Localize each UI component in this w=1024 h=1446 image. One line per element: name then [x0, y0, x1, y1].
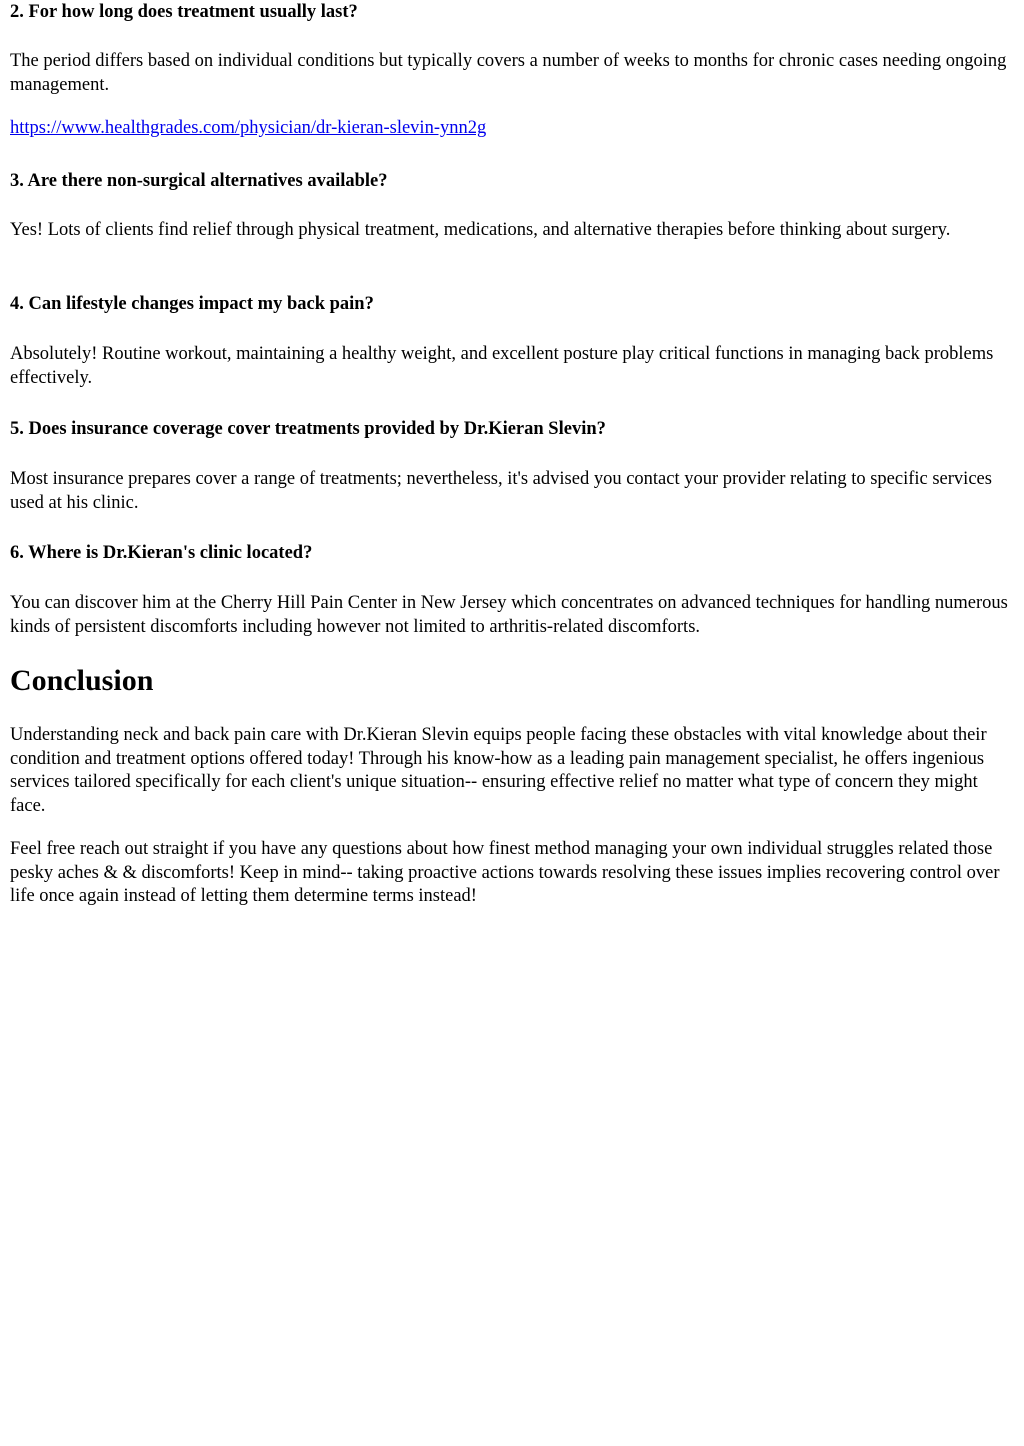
faq-question: 6. Where is Dr.Kieran's clinic located? [10, 543, 313, 563]
faq-question-2 [10, 1, 1014, 23]
faq-answer: Absolutely! Routine workout, maintaining a healthy weight, and excellent posture play critical functions in managing back problems effectively. [10, 344, 994, 388]
faq-question-6 [10, 542, 1014, 564]
faq-question-5 [10, 418, 1014, 440]
faq-answer: Yes! Lots of clients find relief through physical treatment, medications, and alternative therapies before thinking about surgery. [10, 220, 951, 240]
faq-answer-5 [10, 468, 1014, 515]
faq-question: 3. Are there non-surgical alternatives available? [10, 171, 388, 191]
faq-answer-6 [10, 592, 1014, 639]
conclusion-heading-block [10, 663, 1014, 699]
faq-question-3 [10, 170, 1014, 192]
healthgrades-link[interactable]: https://www.healthgrades.com/physician/dr-kieran-slevin-ynn2g [10, 118, 487, 138]
faq-question: 5. Does insurance coverage cover treatments provided by Dr.Kieran Slevin? [10, 419, 606, 439]
faq-question: 4. Can lifestyle changes impact my back pain? [10, 294, 374, 314]
conclusion-paragraph: Understanding neck and back pain care with Dr.Kieran Slevin equips people facing these obstacles with vital knowledge about their condition and treatment options offered today! Through his know-how as a leading pain management specialist, he offers ingenious services tailored specifically for each client's unique situation-- ensuring effective relief no matter what type of concern they might face. [10, 725, 987, 816]
reference-link-block [10, 117, 1014, 141]
faq-answer: The period differs based on individual conditions but typically covers a number of weeks to months for chronic cases needing ongoing management. [10, 51, 1007, 95]
conclusion-paragraph: Feel free reach out straight if you have any questions about how finest method managing your own individual struggles related those pesky aches & & discomforts! Keep in mind-- taking proactive actions towards resolving these issues implies recovering control over life once again instead of letting them determine terms instead! [10, 839, 1000, 906]
faq-answer: Most insurance prepares cover a range of treatments; nevertheless, it's advised you contact your provider relating to specific services used at his clinic. [10, 469, 992, 513]
faq-answer-4 [10, 343, 1014, 390]
faq-question-4 [10, 293, 1014, 315]
conclusion-heading: Conclusion [10, 664, 154, 697]
faq-answer: You can discover him at the Cherry Hill Pain Center in New Jersey which concentrates on advanced techniques for handling numerous kinds of persistent discomforts including however not limited to arthritis-related discomforts. [10, 593, 1008, 637]
faq-question: 2. For how long does treatment usually last? [10, 2, 358, 22]
faq-answer-3 [10, 219, 1014, 243]
conclusion-paragraph-1 [10, 724, 1014, 818]
faq-answer-2 [10, 50, 1014, 97]
conclusion-paragraph-2 [10, 838, 1014, 909]
